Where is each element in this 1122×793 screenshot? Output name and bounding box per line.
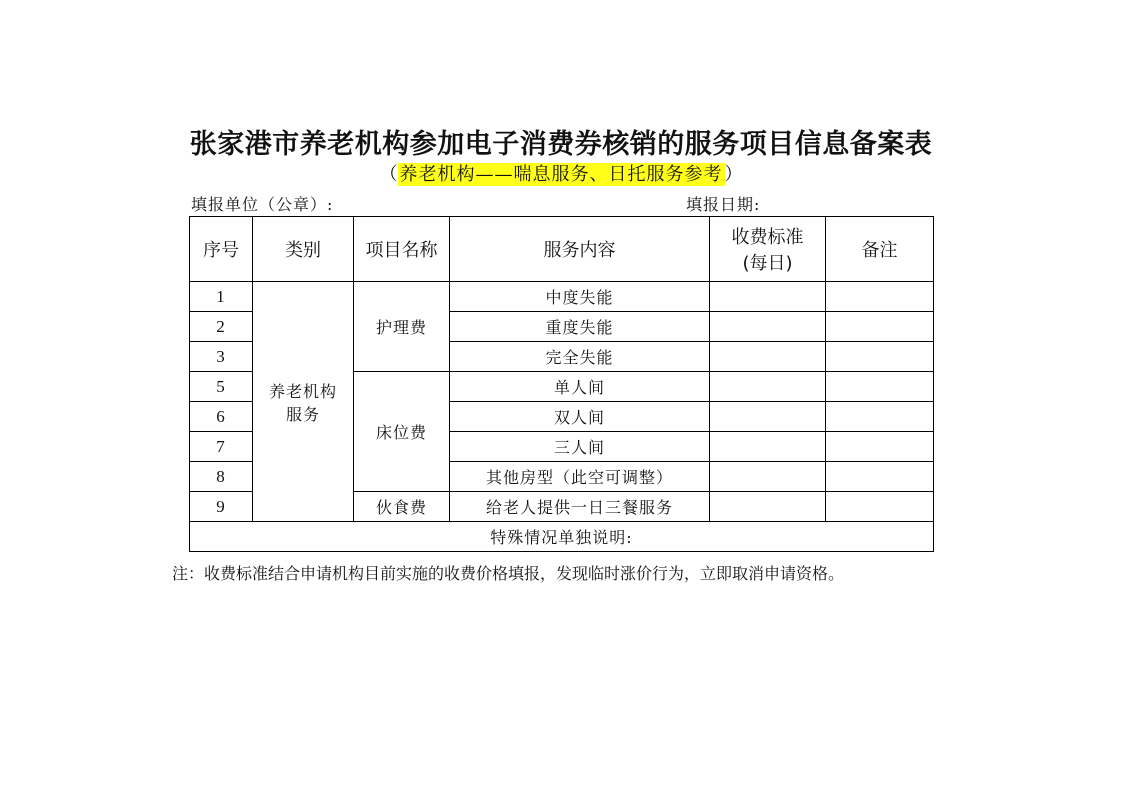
- fee-cell[interactable]: [710, 462, 826, 492]
- fee-cell[interactable]: [710, 492, 826, 522]
- row-seq: 8: [190, 462, 253, 492]
- remark-cell[interactable]: [826, 372, 934, 402]
- remark-cell[interactable]: [826, 462, 934, 492]
- row-seq: 6: [190, 402, 253, 432]
- row-seq: 1: [190, 282, 253, 312]
- table-row: [190, 282, 934, 312]
- subtitle-open-paren: （: [379, 164, 398, 185]
- row-content: 中度失能: [450, 282, 710, 312]
- row-content: 完全失能: [450, 342, 710, 372]
- group-meal: 伙食费: [354, 492, 450, 522]
- fee-cell[interactable]: [710, 432, 826, 462]
- header-remark: 备注: [826, 217, 934, 282]
- group-nursing: 护理费: [354, 282, 450, 372]
- fee-cell[interactable]: [710, 402, 826, 432]
- fill-date-label: 填报日期:: [686, 195, 761, 214]
- header-seq: 序号: [190, 217, 253, 282]
- row-seq: 3: [190, 342, 253, 372]
- row-seq: 7: [190, 432, 253, 462]
- fee-cell[interactable]: [710, 372, 826, 402]
- header-fee-line2: (每日): [742, 253, 793, 274]
- row-seq: 9: [190, 492, 253, 522]
- table-header-row: [190, 217, 934, 282]
- header-content: 服务内容: [450, 217, 710, 282]
- category-cell: [253, 282, 354, 522]
- subtitle-close-paren: ）: [724, 164, 743, 185]
- remark-cell[interactable]: [826, 342, 934, 372]
- remark-cell[interactable]: [826, 432, 934, 462]
- row-content: 双人间: [450, 402, 710, 432]
- fill-unit-label: 填报单位（公章）:: [191, 195, 334, 214]
- category-line1: 养老机构: [268, 381, 337, 401]
- fee-cell[interactable]: [710, 312, 826, 342]
- header-fee-line1: 收费标准: [731, 227, 804, 248]
- remark-cell[interactable]: [826, 402, 934, 432]
- row-content: 单人间: [450, 372, 710, 402]
- row-seq: 2: [190, 312, 253, 342]
- row-content: 三人间: [450, 432, 710, 462]
- remark-cell[interactable]: [826, 492, 934, 522]
- header-item: 项目名称: [354, 217, 450, 282]
- row-content: 其他房型（此空可调整）: [450, 462, 710, 492]
- group-bed: 床位费: [354, 372, 450, 492]
- header-fee: [710, 217, 826, 282]
- fee-cell[interactable]: [710, 282, 826, 312]
- special-note-row: [190, 522, 934, 552]
- form-subtitle: [0, 160, 1122, 186]
- row-content: 重度失能: [450, 312, 710, 342]
- subtitle-highlight: 养老机构——喘息服务、日托服务参考: [399, 164, 723, 185]
- row-content: 给老人提供一日三餐服务: [450, 492, 710, 522]
- row-seq: 5: [190, 372, 253, 402]
- fee-cell[interactable]: [710, 342, 826, 372]
- category-line2: 服务: [285, 404, 320, 424]
- filing-table: [189, 216, 934, 552]
- remark-cell[interactable]: [826, 282, 934, 312]
- remark-cell[interactable]: [826, 312, 934, 342]
- footnote: 注：收费标准结合申请机构目前实施的收费价格填报，发现临时涨价行为，立即取消申请资格。: [172, 564, 845, 583]
- special-note-label[interactable]: 特殊情况单独说明:: [190, 522, 934, 552]
- header-category: 类别: [253, 217, 354, 282]
- form-title: 张家港市养老机构参加电子消费券核销的服务项目信息备案表: [189, 129, 933, 160]
